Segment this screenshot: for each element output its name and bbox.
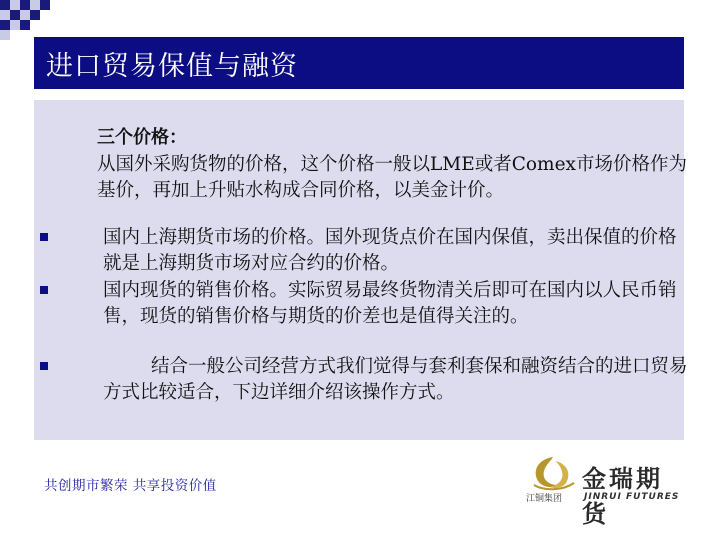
logo-swirl-icon: [528, 455, 578, 491]
prices-heading: 三个价格：: [97, 127, 187, 148]
bullet-text-3: [103, 354, 693, 405]
title-bar: [34, 37, 684, 89]
logo-english: JINRUI FUTURES: [584, 492, 680, 502]
slide-title: 进口贸易保值与融资: [46, 51, 298, 82]
footer-slogan: 共创期市繁荣 共享投资价值: [44, 478, 217, 494]
intro-paragraph: 从国外采购货物的价格，这个价格一般以LME或者Comex市场价格作为基价，再加上升贴水构成合同价格，以美金计价。: [97, 154, 687, 201]
bullet-text-1: 国内上海期货市场的价格。国外现货点价在国内保值，卖出保值的价格就是上海期货市场对应合约的价格。: [103, 227, 677, 274]
bullet-marker-2: [40, 286, 48, 294]
bullet-marker-3: [40, 362, 48, 370]
bullet-marker-1: [40, 233, 48, 241]
checker-decoration: [0, 0, 60, 40]
company-logo: [524, 455, 689, 528]
bullet-text-3-body: 结合一般公司经营方式我们觉得与套利套保和融资结合的进口贸易方式比较适合，下边详细介绍该操作方式。: [103, 356, 688, 403]
bullet-text-2: 国内现货的销售价格。实际贸易最终货物清关后即可在国内以人民币销售，现货的销售价格与期货的价差也是值得关注的。: [103, 280, 677, 327]
logo-name: 金瑞期货: [582, 465, 663, 528]
logo-parent: 江铜集团: [526, 494, 563, 504]
